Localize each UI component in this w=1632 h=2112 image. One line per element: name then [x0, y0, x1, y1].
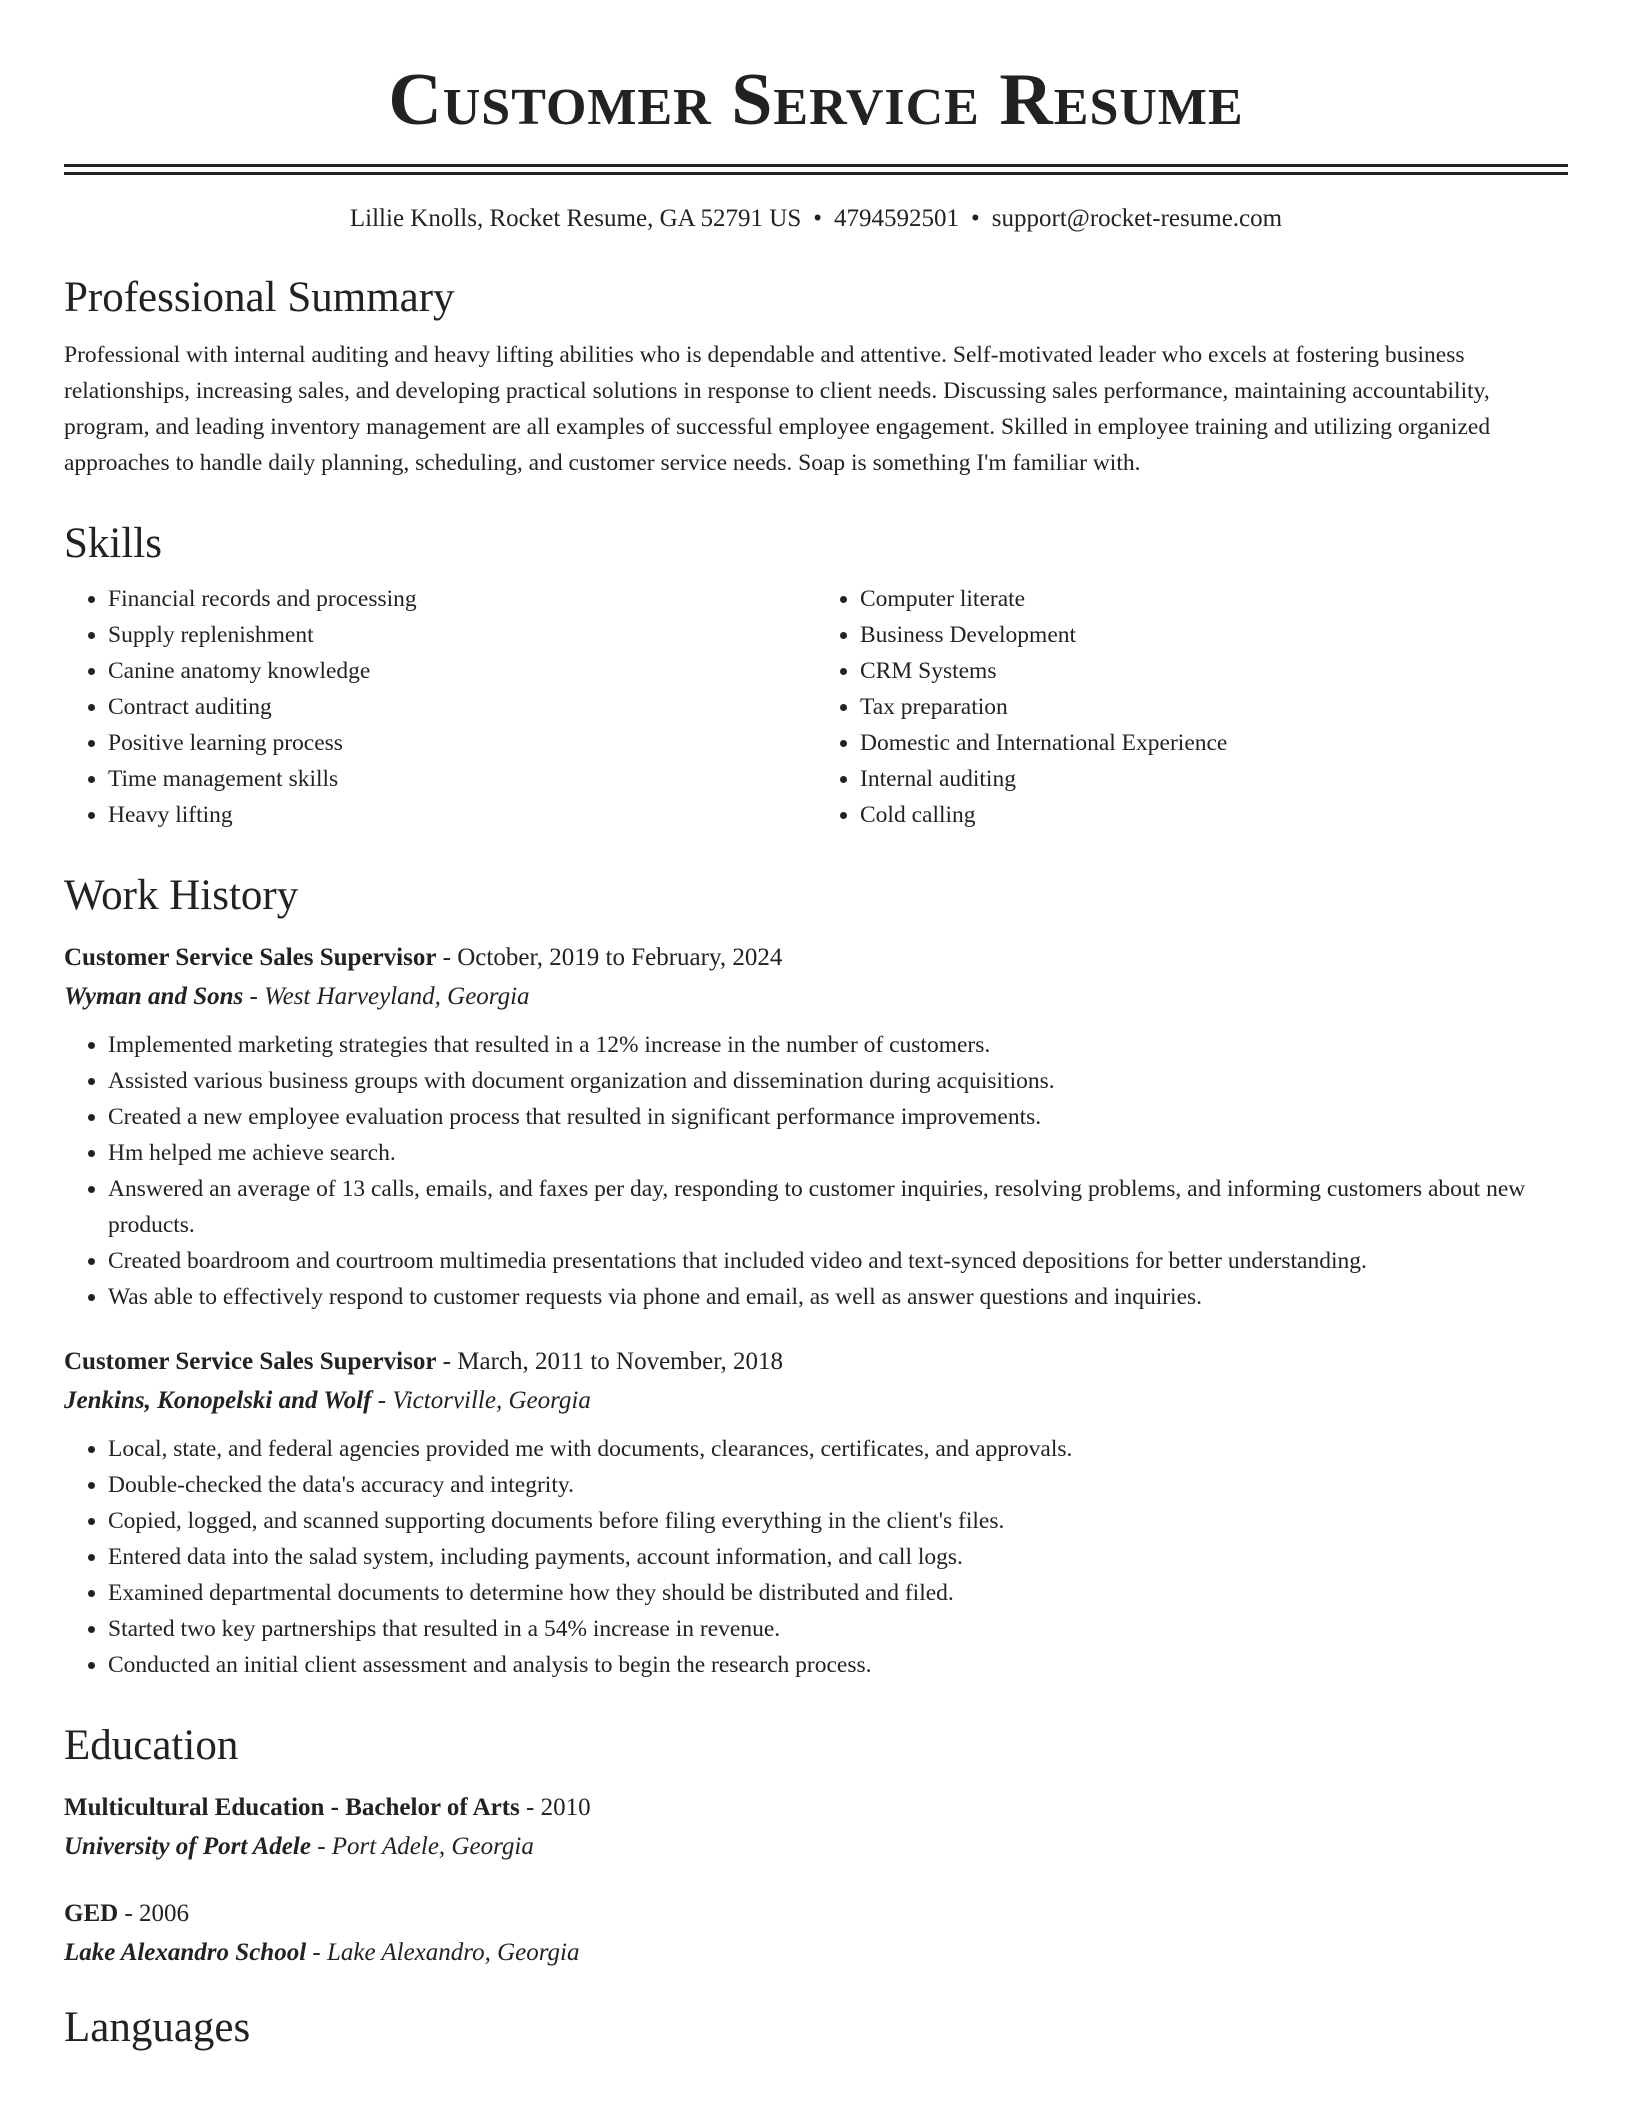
skill-item: • Internal auditing [860, 761, 1568, 797]
job-bullet: • Was able to effectively respond to customer requests via phone and email, as well as answer questions and inquiries. [108, 1279, 1568, 1315]
summary-text: Professional with internal auditing and heavy lifting abilities who is dependable and attentive. Self-motivated leader who excels at fostering business relationships, increasing sales, and developing practical solutions in response to client needs. Discussing sales performance, maintaining accountability, program, and leading inventory management are all examples of successful employee engagement. Skilled in employee training and utilizing organized approaches to handle daily planning, scheduling, and customer service needs. Soap is something I'm familiar with. [64, 342, 1491, 476]
job-bullet: • Double-checked the data's accuracy and integrity. [108, 1467, 1568, 1503]
education-school: Lake Alexandro School [64, 1939, 307, 1966]
skill-item: • Canine anatomy knowledge [108, 653, 816, 689]
job-location: Victorville, Georgia [392, 1387, 591, 1414]
languages-heading: Languages [64, 2004, 251, 2051]
job-company-line: Jenkins, Konopelski and Wolf - Victorville, Georgia [64, 1387, 591, 1414]
job-company: Jenkins, Konopelski and Wolf [64, 1387, 372, 1414]
job-title: Customer Service Sales Supervisor [64, 1348, 437, 1375]
skills-left-list [64, 581, 816, 833]
job-dates: March, 2011 to November, 2018 [457, 1348, 784, 1375]
job-bullet: • Hm helped me achieve search. [108, 1135, 1568, 1171]
job-bullet: • Conducted an initial client assessment and analysis to begin the research process. [108, 1647, 1568, 1683]
job-entry [64, 939, 1568, 1315]
job-bullets [64, 1027, 1568, 1315]
job-dates: October, 2019 to February, 2024 [457, 944, 783, 971]
education-year: 2006 [139, 1900, 190, 1927]
education-school-line: University of Port Adele - Port Adele, Georgia [64, 1833, 534, 1860]
job-bullet: • Examined departmental documents to determine how they should be distributed and filed. [108, 1575, 1568, 1611]
education-school: University of Port Adele [64, 1833, 311, 1860]
skill-item: • Time management skills [108, 761, 816, 797]
job-bullet: • Started two key partnerships that resulted in a 54% increase in revenue. [108, 1611, 1568, 1647]
education-degree-line: Multicultural Education - Bachelor of Arts - 2010 [64, 1794, 591, 1821]
work-history-heading: Work History [64, 872, 299, 919]
contact-line [64, 203, 1568, 235]
education-location: Lake Alexandro, Georgia [326, 1939, 580, 1966]
skills-columns [64, 581, 1568, 833]
skill-item: • Positive learning process [108, 725, 816, 761]
job-bullet: • Local, state, and federal agencies provided me with documents, clearances, certificates, and approvals. [108, 1431, 1568, 1467]
resume-title: Customer Service Resume [388, 59, 1244, 141]
job-entry [64, 1343, 1568, 1683]
job-bullet: • Copied, logged, and scanned supporting documents before filing everything in the client's files. [108, 1503, 1568, 1539]
skill-item: • Domestic and International Experience [860, 725, 1568, 761]
education-degree: Multicultural Education - Bachelor of Arts [64, 1794, 520, 1821]
skill-item: • Supply replenishment [108, 617, 816, 653]
job-company: Wyman and Sons [64, 983, 244, 1010]
skill-item: • Cold calling [860, 797, 1568, 833]
contact-phone: 4794592501 [834, 205, 960, 232]
summary-heading: Professional Summary [64, 274, 455, 321]
job-bullet: • Assisted various business groups with document organization and dissemination during acquisitions. [108, 1063, 1568, 1099]
skill-item: • Business Development [860, 617, 1568, 653]
skill-item: • Contract auditing [108, 689, 816, 725]
education-location: Port Adele, Georgia [331, 1833, 534, 1860]
skill-item: • Computer literate [860, 581, 1568, 617]
job-location: West Harveyland, Georgia [264, 983, 530, 1010]
contact-email: support@rocket-resume.com [991, 205, 1283, 232]
job-bullet: • Implemented marketing strategies that resulted in a 12% increase in the number of customers. [108, 1027, 1568, 1063]
job-bullet: • Created boardroom and courtroom multimedia presentations that included video and text-synced depositions for better understanding. [108, 1243, 1568, 1279]
contact-separator: • [813, 205, 823, 232]
skill-item: • Financial records and processing [108, 581, 816, 617]
contact-address: Lillie Knolls, Rocket Resume, GA 52791 US [349, 205, 802, 232]
job-bullet: • Answered an average of 13 calls, emails, and faxes per day, responding to customer inquiries, resolving problems, and informing customers about new products. [108, 1171, 1568, 1243]
education-entry [64, 1895, 1568, 1973]
contact-separator: • [971, 205, 980, 232]
skill-item: • CRM Systems [860, 653, 1568, 689]
skills-right-list [816, 581, 1568, 833]
title-double-rule [64, 164, 1568, 175]
job-header: Customer Service Sales Supervisor - October, 2019 to February, 2024 [64, 944, 783, 971]
education-heading: Education [64, 1722, 239, 1769]
skill-item: • Tax preparation [860, 689, 1568, 725]
job-header: Customer Service Sales Supervisor - March, 2011 to November, 2018 [64, 1348, 784, 1375]
education-year: 2010 [540, 1794, 591, 1821]
education-degree: GED [64, 1900, 119, 1927]
education-entry [64, 1789, 1568, 1867]
job-bullet: • Created a new employee evaluation process that resulted in significant performance improvements. [108, 1099, 1568, 1135]
education-degree-line: GED - 2006 [64, 1900, 190, 1927]
skill-item: • Heavy lifting [108, 797, 816, 833]
job-bullets [64, 1431, 1568, 1683]
skills-heading: Skills [64, 520, 162, 567]
job-company-line: Wyman and Sons - West Harveyland, Georgia [64, 983, 530, 1010]
education-school-line: Lake Alexandro School - Lake Alexandro, Georgia [64, 1939, 580, 1966]
job-bullet: • Entered data into the salad system, including payments, account information, and call logs. [108, 1539, 1568, 1575]
job-title: Customer Service Sales Supervisor [64, 944, 437, 971]
